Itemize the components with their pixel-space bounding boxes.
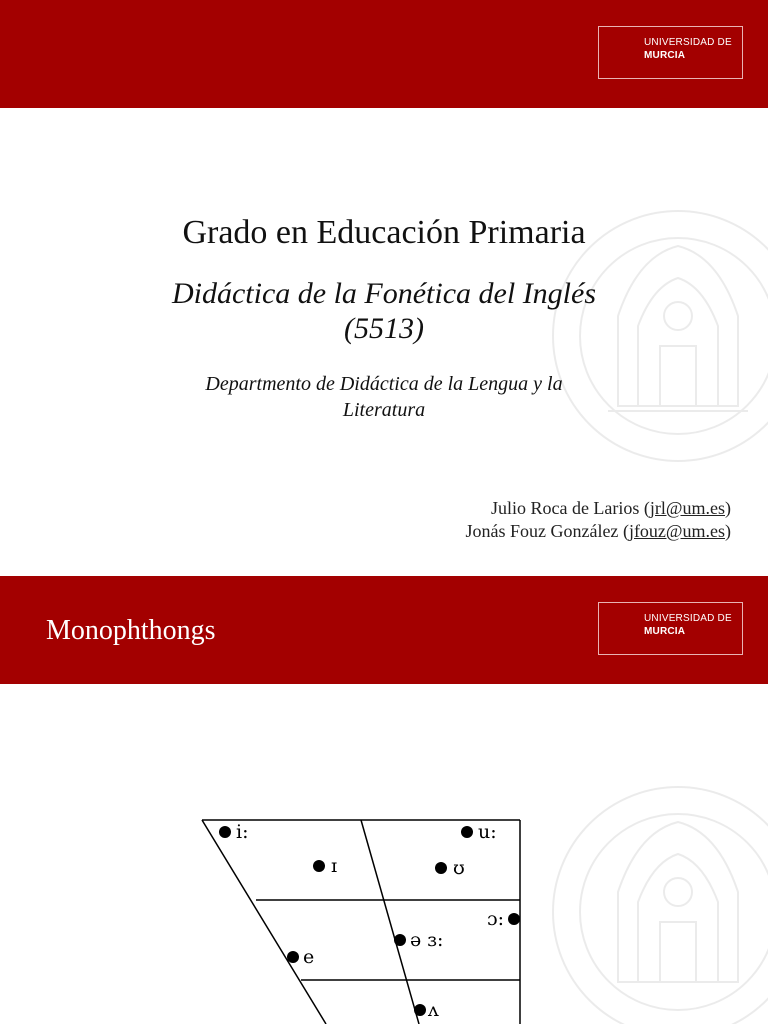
department-line-1: Departmento de Didáctica de la Lengua y la [205,373,563,395]
author-name: Julio Roca de Larios [490,498,640,518]
course-name: Didáctica de la Fonética del Inglés [171,277,597,310]
vowel-dot [508,913,520,925]
vowel-dot [435,862,447,874]
university-seal-icon [548,782,768,1024]
department [0,371,768,423]
vowel-dot [461,826,473,838]
vowel-dot [287,951,299,963]
slide-title: Monophthongs [46,615,216,646]
vowel-label: ʌ [428,999,439,1021]
vowel-dot [219,826,231,838]
vowel-quadrilateral-diagram [198,814,528,1024]
university-logo [598,26,743,79]
logo-line-1: UNIVERSIDAD DE [644,613,732,624]
department-line-2: Literatura [342,399,426,421]
logo-line-2: MURCIA [644,626,686,637]
vowel-dot [394,934,406,946]
vowel-dot [313,860,325,872]
vowel-label: ə ɜ: [410,929,444,951]
vowel-label: ɪ [331,855,338,877]
author-name: Jonás Fouz González [465,521,619,541]
chart-left-line [202,820,326,1024]
university-logo [598,602,743,655]
vowel-label: i: [236,821,249,843]
chart-center-line [361,820,419,1024]
vowel-label: ɔ: [487,908,505,930]
author-email-link[interactable]: jfouz@um.es [628,521,725,541]
logo-line-2: MURCIA [644,50,686,61]
course-subtitle [0,276,768,346]
vowel-dot [414,1004,426,1016]
course-code: (5513) [344,312,424,345]
monophthongs-slide [0,576,768,1024]
vowel-label: u: [478,821,497,843]
author-line: Julio Roca de Larios (jrl@um.es) [490,498,731,518]
author-email-link[interactable]: jrl@um.es [649,498,725,518]
logo-line-1: UNIVERSIDAD DE [644,37,732,48]
vowel-label: e [303,946,315,968]
course-degree-title: Grado en Educación Primaria [182,214,586,251]
authors [465,497,731,543]
vowel-label: ʊ [453,857,465,879]
author-line: Jonás Fouz González (jfouz@um.es) [465,521,731,541]
